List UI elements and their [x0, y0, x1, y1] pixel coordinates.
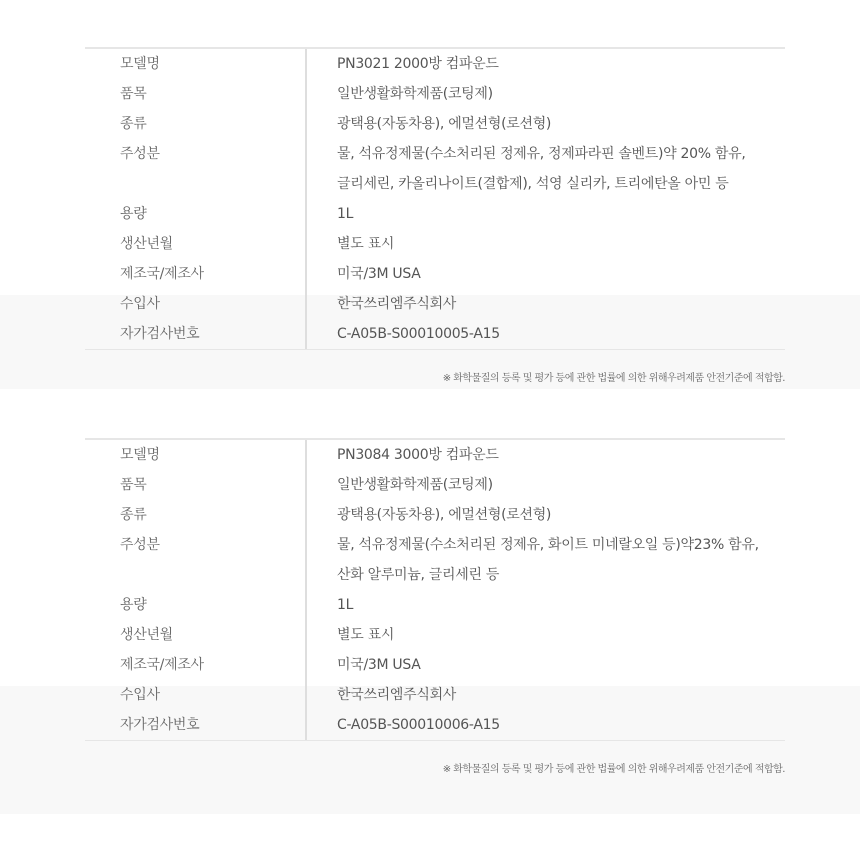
row-label: 수입사 — [85, 680, 306, 710]
row-label: 품목 — [85, 470, 306, 500]
row-label: 자가검사번호 — [85, 319, 306, 349]
row-value: 광택용(자동차용), 에멀션형(로션형) — [337, 116, 552, 132]
table-row — [85, 440, 785, 470]
row-value: 일반생활화학제품(코팅제) — [337, 477, 493, 493]
row-value: PN3021 2000방 컴파운드 — [337, 56, 499, 72]
table-row — [85, 590, 785, 620]
row-value: 1L — [337, 206, 354, 222]
row-label: 종류 — [85, 109, 306, 139]
row-value: 한국쓰리엠주식회사 — [337, 296, 457, 312]
row-value: PN3084 3000방 컴파운드 — [337, 447, 499, 463]
row-label: 용량 — [85, 199, 306, 229]
row-label: 종류 — [85, 500, 306, 530]
table-row — [85, 79, 785, 109]
table-row — [85, 109, 785, 139]
row-value — [306, 530, 785, 590]
row-value: 일반생활화학제품(코팅제) — [337, 86, 493, 102]
table-row — [85, 470, 785, 500]
row-value-line-1: 물, 석유정제물(수소처리된 정제유, 화이트 미네랄오일 등)약23% 함유, — [337, 537, 759, 553]
table-row — [85, 229, 785, 259]
row-label: 주성분 — [85, 530, 306, 590]
row-label: 수입사 — [85, 289, 306, 319]
table-row — [85, 289, 785, 319]
row-label: 생산년월 — [85, 620, 306, 650]
row-value: 미국/3M USA — [337, 657, 421, 673]
table-row — [85, 650, 785, 680]
table-row — [85, 199, 785, 229]
table-row — [85, 620, 785, 650]
table-row — [85, 500, 785, 530]
row-label: 모델명 — [85, 440, 306, 470]
row-value — [306, 139, 785, 199]
spec-table-1 — [85, 47, 785, 350]
row-value: 별도 표시 — [337, 236, 395, 252]
safety-note: ※ 화학물질의 등록 및 평가 등에 관한 법률에 의한 위해우려제품 안전기준에 적합함. — [442, 764, 785, 775]
row-value: C-A05B-S00010005-A15 — [337, 326, 500, 342]
row-label: 생산년월 — [85, 229, 306, 259]
row-value: 광택용(자동차용), 에멀션형(로션형) — [337, 507, 552, 523]
row-label: 제조국/제조사 — [85, 650, 306, 680]
table-row — [85, 680, 785, 710]
table-row — [85, 319, 785, 349]
spec-table — [85, 440, 785, 740]
table-row — [85, 49, 785, 79]
row-value-line-2: 글리세린, 카올리나이트(결합제), 석영 실리카, 트리에탄올 아민 등 — [337, 176, 729, 192]
safety-note: ※ 화학물질의 등록 및 평가 등에 관한 법률에 의한 위해우려제품 안전기준에 적합함. — [442, 373, 785, 384]
row-value: 미국/3M USA — [337, 266, 421, 282]
row-value: 한국쓰리엠주식회사 — [337, 687, 457, 703]
row-value: C-A05B-S00010006-A15 — [337, 717, 500, 733]
row-label: 제조국/제조사 — [85, 259, 306, 289]
table-bottom-rule — [85, 349, 785, 350]
row-label: 품목 — [85, 79, 306, 109]
row-value-line-1: 물, 석유정제물(수소처리된 정제유, 정제파라핀 솔벤트)약 20% 함유, — [337, 146, 746, 162]
spec-table — [85, 49, 785, 349]
row-value: 별도 표시 — [337, 627, 395, 643]
row-label: 용량 — [85, 590, 306, 620]
row-label: 자가검사번호 — [85, 710, 306, 740]
table-row — [85, 530, 785, 590]
table-row — [85, 139, 785, 199]
row-value: 1L — [337, 597, 354, 613]
table-bottom-rule — [85, 740, 785, 741]
table-row — [85, 710, 785, 740]
row-value-line-2: 산화 알루미늄, 글리세린 등 — [337, 567, 500, 583]
row-label: 주성분 — [85, 139, 306, 199]
spec-table-2 — [85, 438, 785, 741]
table-row — [85, 259, 785, 289]
row-label: 모델명 — [85, 49, 306, 79]
